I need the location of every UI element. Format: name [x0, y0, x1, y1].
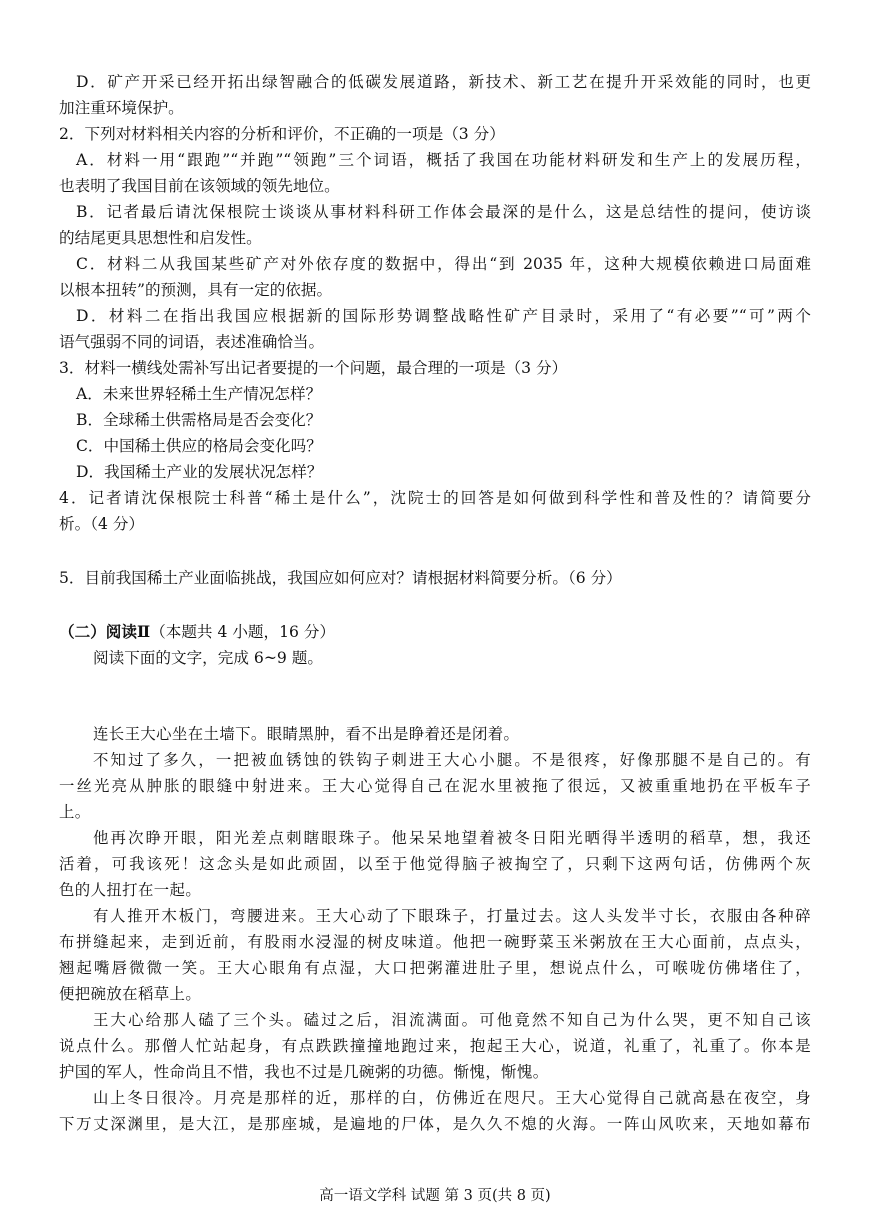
- q1-option-d-line1: D．矿产开采已经开拓出绿智融合的低碳发展道路，新技术、新工艺在提升开采效能的同时，也更: [76, 73, 811, 91]
- paragraph-5-line1: 王大心给那人磕了三个头。磕过之后，泪流满面。可他竟然不知自己为什么哭，更不知自己该: [93, 1011, 811, 1029]
- paragraph-4-line2: 布拼缝起来，走到近前，有股雨水浸湿的树皮味道。他把一碗野菜玉米粥放在王大心面前，点点头，: [59, 933, 811, 951]
- paragraph-4-line1: 有人推开木板门，弯腰进来。王大心动了下眼珠子，打量过去。这人头发半寸长，衣服由各种碎: [93, 907, 811, 925]
- paragraph-2-line3: 上。: [59, 803, 91, 821]
- question-4-line2: 析。（4 分）: [59, 515, 145, 533]
- page-footer: 高一语文学科 试题 第 3 页(共 8 页): [319, 1188, 551, 1204]
- q2-option-c-line2: 以根本扭转”的预测，具有一定的依据。: [59, 281, 333, 299]
- q3-option-d: D．我国稀土产业的发展状况怎样？: [76, 463, 323, 481]
- paragraph-6-line1: 山上冬日很冷。月亮是那样的近，那样的白，仿佛近在咫尺。王大心觉得自己就高悬在夜空，身: [93, 1089, 811, 1107]
- q1-option-d-line2: 加注重环境保护。: [59, 99, 184, 117]
- paragraph-3-line1: 他再次睁开眼，阳光差点刺瞎眼珠子。他呆呆地望着被冬日阳光晒得半透明的稻草，想，我还: [93, 829, 811, 847]
- question-2-stem: 2．下列对材料相关内容的分析和评价，不正确的一项是（3 分）: [59, 125, 505, 143]
- paragraph-5-line3: 护国的军人，性命尚且不惜，我也不过是几碗粥的功德。惭愧，惭愧。: [59, 1063, 549, 1081]
- q3-option-b: B．全球稀土供需格局是否会变化？: [76, 411, 322, 429]
- section-2-note: （本题共 4 小题，16 分）: [150, 623, 336, 641]
- paragraph-5-line2: 说点什么。那僧人忙站起身，有点跌跌撞撞地跑过来，抱起王大心，说道，礼重了，礼重了。你本是: [59, 1037, 811, 1055]
- section-2-label: （二）阅读Ⅱ: [59, 622, 151, 641]
- paragraph-2-line2: 一丝光亮从肿胀的眼缝中射进来。王大心觉得自己在泥水里被拖了很远，又被重重地扔在平板车子: [59, 777, 811, 795]
- paragraph-3-line3: 色的人扭打在一起。: [59, 881, 202, 899]
- q3-option-c: C．中国稀土供应的格局会变化吗？: [76, 437, 322, 455]
- q2-option-b-line1: B．记者最后请沈保根院士谈谈从事材料科研工作体会最深的是什么，这是总结性的提问，使访谈: [76, 203, 811, 221]
- paragraph-1: 连长王大心坐在土墙下。眼睛黑肿，看不出是睁着还是闭着。: [93, 725, 520, 743]
- paragraph-3-line2: 活着，可我该死！这念头是如此顽固，以至于他觉得脑子被掏空了，只剩下这两句话，仿佛两个灰: [59, 855, 811, 873]
- q2-option-a-line2: 也表明了我国目前在该领域的领先地位。: [59, 177, 340, 195]
- q3-option-a: A．未来世界轻稀土生产情况怎样？: [76, 385, 322, 403]
- q2-option-a-line1: A．材料一用“跟跑”“并跑”“领跑”三个词语，概括了我国在功能材料研发和生产上的发展历程，: [76, 151, 811, 169]
- q2-option-c-line1: C．材料二从我国某些矿产对外依存度的数据中，得出“到 2035 年，这种大规模依赖进口局面难: [76, 255, 811, 273]
- question-3-stem: 3．材料一横线处需补写出记者要提的一个问题，最合理的一项是（3 分）: [59, 359, 568, 377]
- section-2-instruction: 阅读下面的文字，完成 6~9 题。: [93, 649, 323, 667]
- paragraph-6-line2: 下万丈深渊里，是大江，是那座城，是遍地的尸体，是久久不熄的火海。一阵山风吹来，天地如幕布: [59, 1115, 811, 1133]
- question-4-line1: 4．记者请沈保根院士科普“稀土是什么”，沈院士的回答是如何做到科学性和普及性的？请简要分: [59, 489, 811, 507]
- q2-option-b-line2: 的结尾更具思想性和启发性。: [59, 229, 262, 247]
- paragraph-2-line1: 不知过了多久，一把被血锈蚀的铁钩子刺进王大心小腿。不是很疼，好像那腿不是自己的。有: [93, 751, 811, 769]
- paragraph-4-line4: 便把碗放在稻草上。: [59, 985, 202, 1003]
- section-2-heading: [59, 622, 335, 642]
- q2-option-d-line1: D．材料二在指出我国应根据新的国际形势调整战略性矿产目录时，采用了“有必要”“可”两个: [76, 307, 811, 325]
- question-5: 5．目前我国稀土产业面临挑战，我国应如何应对？请根据材料简要分析。（6 分）: [59, 569, 622, 587]
- paragraph-4-line3: 翘起嘴唇微微一笑。王大心眼角有点湿，大口把粥灌进肚子里，想说点什么，可喉咙仿佛堵住了，: [59, 959, 811, 977]
- q2-option-d-line2: 语气强弱不同的词语，表述准确恰当。: [59, 333, 325, 351]
